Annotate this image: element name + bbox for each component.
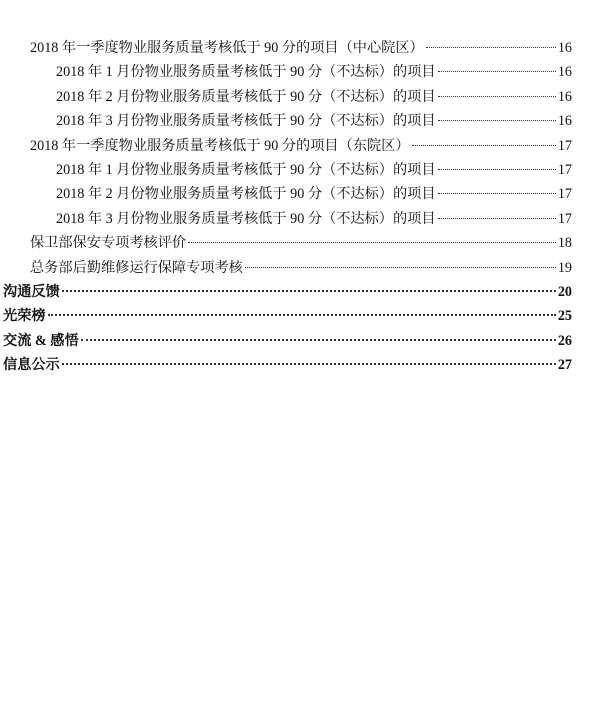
toc-entry-maintenance-assessment[interactable] [0,256,600,280]
toc-dot-leader [438,120,556,121]
toc-entry-title: 光荣榜 [3,308,46,325]
toc-entry-title: 2018 年一季度物业服务质量考核低于 90 分的项目（中心院区） [30,40,424,56]
toc-entry-central-mar[interactable] [0,109,600,133]
toc-dot-leader [188,242,556,243]
toc-entry-central-feb[interactable] [0,85,600,109]
toc-entry-title: 信息公示 [3,357,60,374]
table-of-contents [0,36,600,377]
toc-page-number: 17 [557,186,572,203]
toc-page-number: 17 [557,210,572,227]
toc-dot-leader [412,145,556,146]
toc-entry-honor-roll[interactable] [0,304,600,328]
toc-dot-leader [438,193,556,194]
toc-entry-title: 2018 年 1 月份物业服务质量考核低于 90 分（不达标）的项目 [56,161,436,178]
toc-dot-leader [48,314,556,316]
toc-entry-title: 沟通反馈 [3,283,60,300]
toc-page-number: 16 [557,113,572,130]
toc-page-number: 26 [557,332,572,349]
toc-dot-leader [438,71,556,72]
toc-entry-q1-central-campus[interactable] [0,36,600,60]
toc-page-number: 17 [557,161,572,178]
toc-entry-q1-east-campus[interactable] [0,134,600,158]
toc-dot-leader [62,363,556,365]
toc-page-number: 27 [557,357,572,374]
toc-dot-leader [62,290,556,292]
toc-entry-title: 总务部后勤维修运行保障专项考核 [30,259,243,276]
toc-entry-central-jan[interactable] [0,60,600,84]
toc-page-number: 17 [557,137,572,154]
toc-entry-exchange-reflections[interactable] [0,329,600,353]
toc-entry-title: 2018 年 3 月份物业服务质量考核低于 90 分（不达标）的项目 [56,113,436,130]
toc-entry-title: 2018 年一季度物业服务质量考核低于 90 分的项目（东院区） [30,137,410,154]
toc-entry-title: 保卫部保安专项考核评价 [30,235,187,252]
toc-page-number: 25 [557,308,572,325]
toc-dot-leader [438,96,556,97]
toc-page-number: 20 [557,283,572,300]
toc-entry-title: 2018 年 2 月份物业服务质量考核低于 90 分（不达标）的项目 [56,88,436,105]
toc-dot-leader [438,169,556,170]
toc-page-number: 16 [557,40,572,56]
toc-entry-title: 2018 年 2 月份物业服务质量考核低于 90 分（不达标）的项目 [56,186,436,203]
toc-entry-east-mar[interactable] [0,207,600,231]
toc-entry-title: 2018 年 1 月份物业服务质量考核低于 90 分（不达标）的项目 [56,64,436,81]
toc-entry-title: 2018 年 3 月份物业服务质量考核低于 90 分（不达标）的项目 [56,210,436,227]
toc-entry-east-feb[interactable] [0,182,600,206]
toc-entry-feedback[interactable] [0,280,600,304]
toc-entry-east-jan[interactable] [0,158,600,182]
toc-dot-leader [245,267,556,268]
toc-page-number: 16 [557,88,572,105]
toc-page-number: 19 [557,259,572,276]
toc-entry-public-notice[interactable] [0,353,600,377]
toc-page-number: 18 [557,235,572,252]
toc-dot-leader [438,218,556,219]
toc-dot-leader [426,47,556,48]
toc-entry-title: 交流 & 感悟 [3,332,79,349]
toc-page-number: 16 [557,64,572,81]
toc-dot-leader [81,339,556,341]
toc-entry-security-assessment[interactable] [0,231,600,255]
